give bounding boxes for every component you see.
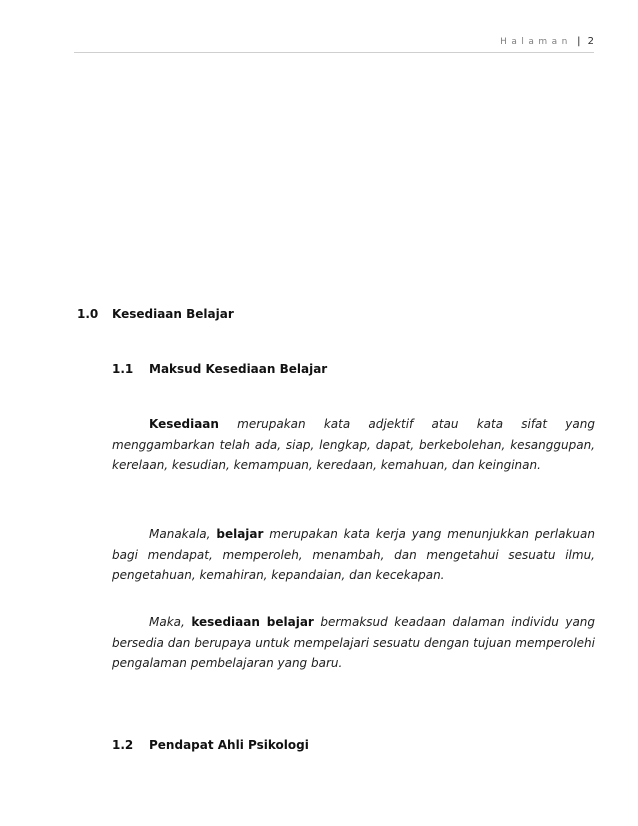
paragraph-kesediaan xyxy=(112,414,595,476)
term-kesediaan-belajar: kesediaan belajar xyxy=(191,615,314,629)
paragraph-lead: Manakala, xyxy=(149,527,217,541)
subsection-title: Maksud Kesediaan Belajar xyxy=(149,362,328,376)
paragraph-text: merupakan kata adjektif atau kata sifat yang menggambarkan telah ada, siap, lengkap, dapat, berkebolehan, kesanggupan, kerelaan, kesudian, kemampuan, keredaan, kemahuan, dan keinginan. xyxy=(112,417,595,472)
header-separator: | xyxy=(577,36,581,47)
paragraph-belajar xyxy=(112,524,595,586)
subsection-number: 1.2 xyxy=(112,738,134,752)
header-divider xyxy=(74,52,594,53)
section-number: 1.0 xyxy=(77,307,99,321)
paragraph-kesediaan-belajar xyxy=(112,612,595,674)
page-number: 2 xyxy=(587,36,594,47)
paragraph-text: bermaksud keadaan dalaman individu yang bersedia dan berupaya untuk mempelajari sesuatu dengan tujuan memperolehi pengalaman pembelajaran yang baru. xyxy=(112,615,596,670)
subsection-title: Pendapat Ahli Psikologi xyxy=(149,738,309,752)
paragraph-text: merupakan kata kerja yang menunjukkan perlakuan bagi mendapat, memperoleh, menambah, dan mengetahui sesuatu ilmu, pengetahuan, kemahiran, kepandaian, dan kecekapan. xyxy=(112,527,595,582)
term-kesediaan: Kesediaan xyxy=(149,417,219,431)
section-title: Kesediaan Belajar xyxy=(112,307,234,321)
subsection-number: 1.1 xyxy=(112,362,134,376)
paragraph-lead: Maka, xyxy=(149,615,192,629)
page-header xyxy=(74,36,594,50)
term-belajar: belajar xyxy=(216,527,264,541)
page-label: Halaman xyxy=(500,37,572,47)
